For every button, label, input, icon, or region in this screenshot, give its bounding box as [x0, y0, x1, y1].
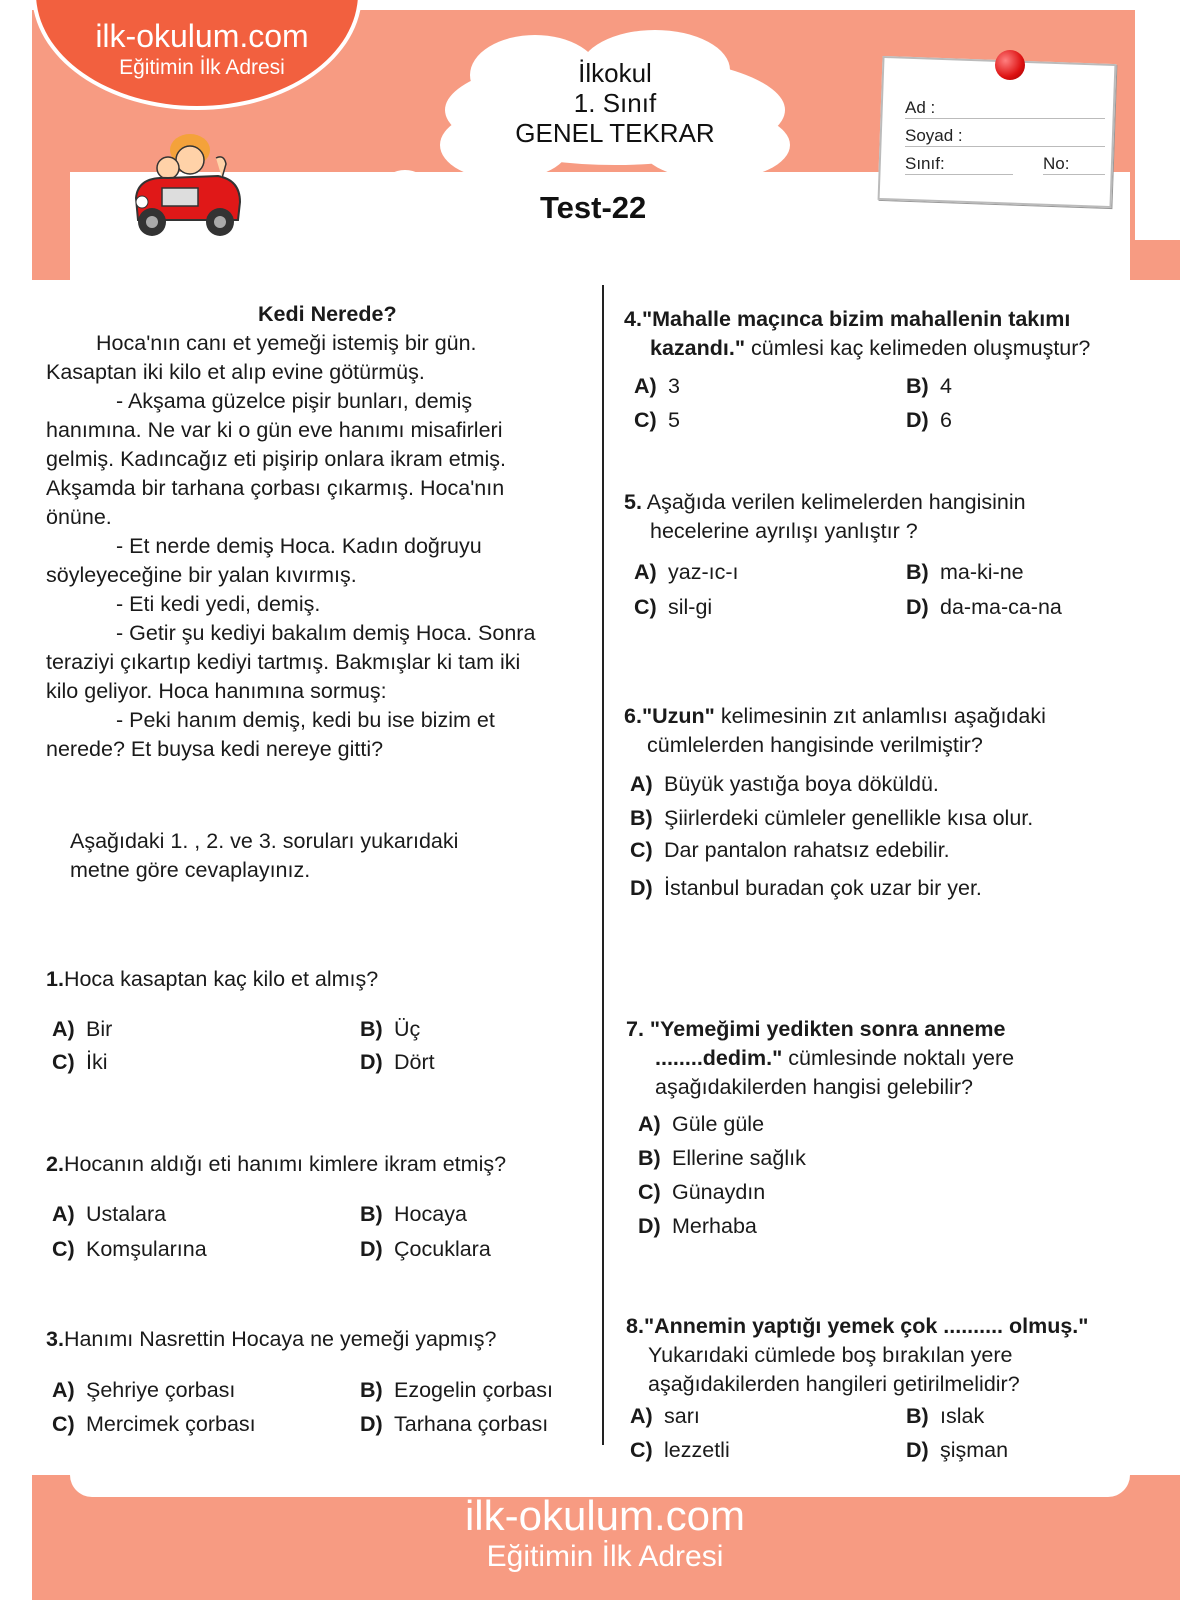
story-line: önüne. [46, 505, 112, 529]
class-field[interactable]: Sınıf: [905, 154, 1013, 175]
q2-option-b[interactable]: B) Hocaya [360, 1202, 467, 1226]
question-6-line-2: cümlelerden hangisinde verilmiştir? [647, 733, 983, 757]
q5-option-b[interactable]: B) ma-ki-ne [906, 560, 1024, 584]
q1-option-b[interactable]: B) Üç [360, 1017, 421, 1041]
q3-option-b[interactable]: B) Ezogelin çorbası [360, 1378, 553, 1402]
story-line: - Peki hanım demiş, kedi bu ise bizim et [116, 708, 495, 732]
q4-option-b[interactable]: B) 4 [906, 374, 952, 398]
question-number: 5. [624, 490, 642, 514]
question-text: Hanımı Nasrettin Hocaya ne yemeği yapmış? [63, 1327, 497, 1351]
q3-option-c[interactable]: C) Mercimek çorbası [52, 1412, 256, 1436]
story-line: Akşamda bir tarhana çorbası çıkarmış. Hoca'nın [46, 476, 505, 500]
question-number: 2. [46, 1152, 64, 1176]
logo-site-name: ilk-okulum.com [95, 18, 309, 54]
surname-field[interactable]: Soyad : [905, 126, 1105, 147]
q4-option-d[interactable]: D) 6 [906, 408, 952, 432]
q7-option-d[interactable]: D) Merhaba [638, 1214, 757, 1238]
q7-option-c[interactable]: C) Günaydın [638, 1180, 766, 1204]
q1-option-a[interactable]: A) Bir [52, 1017, 113, 1041]
q3-option-d[interactable]: D) Tarhana çorbası [360, 1412, 549, 1436]
question-text-bold: "Mahalle maçınca bizim mahallenin takımı [641, 307, 1071, 331]
question-number: 7. [626, 1017, 644, 1041]
cloud-bubble [385, 170, 425, 196]
q2-option-d[interactable]: D) Çocuklara [360, 1237, 491, 1261]
q7-option-a[interactable]: A) Güle güle [638, 1112, 765, 1136]
header-band-right-leg [1130, 240, 1180, 280]
car-illustration [128, 128, 248, 248]
q6-option-d[interactable]: D) İstanbul buradan çok uzar bir yer. [630, 876, 982, 900]
question-text: Hoca kasaptan kaç kilo et almış? [63, 967, 379, 991]
cloud-bubble [262, 196, 282, 210]
number-field[interactable]: No: [1043, 154, 1105, 175]
question-5 [624, 488, 1026, 517]
story-line: teraziyi çıkartıp kediyi tartmış. Bakmışlar ki tam iki [46, 650, 521, 674]
test-title: Test-22 [540, 190, 647, 225]
pushpin-icon [995, 50, 1025, 80]
story-line: - Getir şu kediyi bakalım demiş Hoca. Sonra [116, 621, 536, 645]
question-8-line-2: Yukarıdaki cümlede boş bırakılan yere [648, 1343, 1013, 1367]
footer-site-name: ilk-okulum.com [464, 1492, 746, 1539]
q8-option-d[interactable]: D) şişman [906, 1438, 1009, 1462]
level-label: İlkokul [578, 58, 652, 88]
footer-motto: Eğitimin İlk Adresi [486, 1540, 724, 1573]
q6-option-c[interactable]: C) Dar pantalon rahatsız edebilir. [630, 838, 950, 862]
question-number: 6. [624, 704, 642, 728]
story-line: - Eti kedi yedi, demiş. [116, 592, 321, 616]
logo-motto: Eğitimin İlk Adresi [119, 56, 285, 79]
cloud-bubble [298, 188, 324, 206]
cloud-bubble [340, 180, 372, 202]
story-title: Kedi Nerede? [258, 302, 397, 326]
question-7-line-3: aşağıdakilerden hangisi gelebilir? [655, 1075, 973, 1099]
question-6: 6."Uzun" kelimesinin zıt anlamlısı aşağıdaki [624, 704, 1046, 728]
question-7: 7. "Yemeğimi yedikten sonra anneme [626, 1017, 1006, 1041]
q1-option-d[interactable]: D) Dört [360, 1050, 435, 1074]
question-8: 8."Annemin yaptığı yemek çok .......... olmuş." [626, 1314, 1089, 1338]
instruction-line: metne göre cevaplayınız. [70, 858, 311, 882]
story-line: kilo geliyor. Hoca hanımına sormuş: [46, 679, 387, 703]
q4-option-c[interactable]: C) 5 [634, 408, 680, 432]
q6-option-a[interactable]: A) Büyük yastığa boya döküldü. [630, 772, 939, 796]
question-4-line-2: kazandı." cümlesi kaç kelimeden oluşmuştur? [650, 336, 1091, 360]
subject-label: GENEL TEKRAR [515, 118, 715, 148]
q5-option-c[interactable]: C) sil-gi [634, 595, 713, 619]
question-number: 3. [46, 1327, 64, 1351]
q2-option-c[interactable]: C) Komşularına [52, 1237, 207, 1261]
story-line: - Et nerde demiş Hoca. Kadın doğruyu [116, 534, 482, 558]
q3-option-a[interactable]: A) Şehriye çorbası [52, 1378, 236, 1402]
question-number: 8. [626, 1314, 644, 1338]
story-line: Kasaptan iki kilo et alıp evine götürmüş. [46, 360, 425, 384]
q8-option-c[interactable]: C) lezzetli [630, 1438, 730, 1462]
question-2 [46, 1150, 506, 1179]
q1-option-c[interactable]: C) İki [52, 1050, 108, 1074]
story-line: söyleyeceğine bir yalan kıvırmış. [46, 563, 357, 587]
q7-option-b[interactable]: B) Ellerine sağlık [638, 1146, 806, 1170]
q5-option-a[interactable]: A) yaz-ıc-ı [634, 560, 739, 584]
instruction-line: Aşağıdaki 1. , 2. ve 3. soruları yukarıdaki [70, 829, 459, 853]
question-text: Hocanın aldığı eti hanımı kimlere ikram etmiş? [63, 1152, 507, 1176]
question-7-line-2: ........dedim." cümlesinde noktalı yere [655, 1046, 1015, 1070]
q8-option-b[interactable]: B) ıslak [906, 1404, 985, 1428]
question-8-line-3: aşağıdakilerden hangileri getirilmelidir? [648, 1372, 1020, 1396]
question-1 [46, 965, 378, 994]
question-4 [624, 305, 1070, 334]
story-line: hanımına. Ne var ki o gün eve hanımı misafirleri [46, 418, 503, 442]
story-line: gelmiş. Kadıncağız eti pişirip onlara ikram etmiş. [46, 447, 507, 471]
question-text: Aşağıda verilen kelimelerden hangisinin [646, 490, 1026, 514]
q2-option-a[interactable]: A) Ustalara [52, 1202, 167, 1226]
column-divider [602, 285, 604, 1445]
question-number: 1. [46, 967, 64, 991]
story-line: nerede? Et buysa kedi nereye gitti? [46, 737, 384, 761]
q5-option-d[interactable]: D) da-ma-ca-na [906, 595, 1062, 619]
name-field[interactable]: Ad : [905, 98, 1105, 119]
question-5-line-2: hecelerine ayrılışı yanlıştır ? [650, 519, 918, 543]
q6-option-b[interactable]: B) Şiirlerdeki cümleler genellikle kısa olur. [630, 806, 1034, 830]
grade-label: 1. Sınıf [573, 88, 657, 118]
question-number: 4. [624, 307, 642, 331]
q8-option-a[interactable]: A) sarı [630, 1404, 700, 1428]
story-line: - Akşama güzelce pişir bunları, demiş [116, 389, 473, 413]
q4-option-a[interactable]: A) 3 [634, 374, 680, 398]
question-3 [46, 1325, 497, 1354]
header-band-left-leg [32, 172, 70, 280]
story-line: Hoca'nın canı et yemeği istemiş bir gün. [96, 331, 477, 355]
